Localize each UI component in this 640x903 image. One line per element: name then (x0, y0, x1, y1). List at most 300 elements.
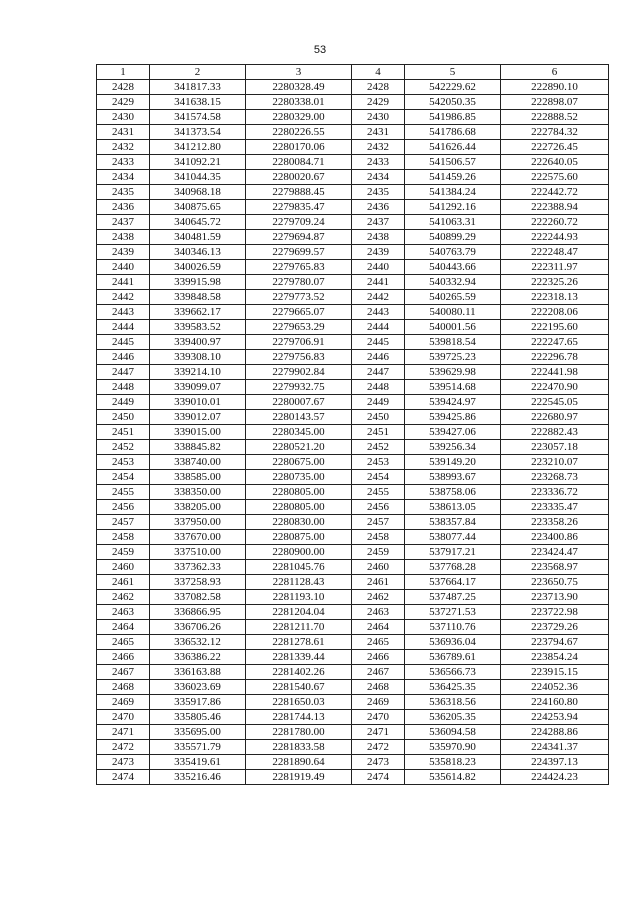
x-coordinate-cell: 541459.26 (405, 170, 501, 185)
y-coordinate-cell: 2281278.61 (246, 635, 352, 650)
point-number-cell: 2445 (352, 335, 405, 350)
y-coordinate-cell: 2281919.49 (246, 770, 352, 785)
x-coordinate-cell: 340968.18 (150, 185, 246, 200)
y-coordinate-cell: 2280226.55 (246, 125, 352, 140)
x-coordinate-cell: 335216.46 (150, 770, 246, 785)
x-coordinate-cell: 538758.06 (405, 485, 501, 500)
x-coordinate-cell: 536566.73 (405, 665, 501, 680)
x-coordinate-cell: 537917.21 (405, 545, 501, 560)
x-coordinate-cell: 338205.00 (150, 500, 246, 515)
y-coordinate-cell: 2281193.10 (246, 590, 352, 605)
x-coordinate-cell: 539425.86 (405, 410, 501, 425)
x-coordinate-cell: 539424.97 (405, 395, 501, 410)
point-number-cell: 2473 (97, 755, 150, 770)
point-number-cell: 2439 (352, 245, 405, 260)
y-coordinate-cell: 222248.47 (501, 245, 609, 260)
y-coordinate-cell: 223210.07 (501, 455, 609, 470)
table-row (97, 245, 609, 260)
y-coordinate-cell: 222882.43 (501, 425, 609, 440)
table-row (97, 230, 609, 245)
point-number-cell: 2430 (97, 110, 150, 125)
point-number-cell: 2468 (352, 680, 405, 695)
y-coordinate-cell: 2281128.43 (246, 575, 352, 590)
point-number-cell: 2447 (97, 365, 150, 380)
table-header-row (97, 65, 609, 80)
y-coordinate-cell: 2281780.00 (246, 725, 352, 740)
point-number-cell: 2470 (97, 710, 150, 725)
x-coordinate-cell: 540763.79 (405, 245, 501, 260)
point-number-cell: 2467 (352, 665, 405, 680)
x-coordinate-cell: 336532.12 (150, 635, 246, 650)
x-coordinate-cell: 338350.00 (150, 485, 246, 500)
y-coordinate-cell: 223794.67 (501, 635, 609, 650)
y-coordinate-cell: 223568.97 (501, 560, 609, 575)
table-row (97, 470, 609, 485)
y-coordinate-cell: 2280338.01 (246, 95, 352, 110)
y-coordinate-cell: 222260.72 (501, 215, 609, 230)
x-coordinate-cell: 341373.54 (150, 125, 246, 140)
y-coordinate-cell: 222680.97 (501, 410, 609, 425)
y-coordinate-cell: 2280875.00 (246, 530, 352, 545)
table-row (97, 590, 609, 605)
y-coordinate-cell: 2281890.64 (246, 755, 352, 770)
point-number-cell: 2466 (97, 650, 150, 665)
x-coordinate-cell: 539725.23 (405, 350, 501, 365)
x-coordinate-cell: 335695.00 (150, 725, 246, 740)
x-coordinate-cell: 339915.98 (150, 275, 246, 290)
y-coordinate-cell: 2280521.20 (246, 440, 352, 455)
point-number-cell: 2460 (352, 560, 405, 575)
point-number-cell: 2440 (352, 260, 405, 275)
y-coordinate-cell: 222388.94 (501, 200, 609, 215)
x-coordinate-cell: 341574.58 (150, 110, 246, 125)
table-row (97, 185, 609, 200)
column-header-3: 3 (246, 65, 352, 80)
y-coordinate-cell: 223336.72 (501, 485, 609, 500)
x-coordinate-cell: 538077.44 (405, 530, 501, 545)
point-number-cell: 2456 (97, 500, 150, 515)
table-row (97, 320, 609, 335)
x-coordinate-cell: 340645.72 (150, 215, 246, 230)
table-body (97, 80, 609, 785)
point-number-cell: 2464 (97, 620, 150, 635)
x-coordinate-cell: 341638.15 (150, 95, 246, 110)
point-number-cell: 2428 (97, 80, 150, 95)
point-number-cell: 2471 (97, 725, 150, 740)
y-coordinate-cell: 2281339.44 (246, 650, 352, 665)
y-coordinate-cell: 222888.52 (501, 110, 609, 125)
point-number-cell: 2463 (97, 605, 150, 620)
table-row (97, 410, 609, 425)
table-row (97, 605, 609, 620)
y-coordinate-cell: 2281650.03 (246, 695, 352, 710)
y-coordinate-cell: 222311.97 (501, 260, 609, 275)
point-number-cell: 2457 (97, 515, 150, 530)
y-coordinate-cell: 223057.18 (501, 440, 609, 455)
x-coordinate-cell: 537271.53 (405, 605, 501, 620)
table-row (97, 440, 609, 455)
table-row (97, 695, 609, 710)
y-coordinate-cell: 2280900.00 (246, 545, 352, 560)
point-number-cell: 2452 (97, 440, 150, 455)
x-coordinate-cell: 336866.95 (150, 605, 246, 620)
x-coordinate-cell: 337258.93 (150, 575, 246, 590)
y-coordinate-cell: 2279902.84 (246, 365, 352, 380)
point-number-cell: 2456 (352, 500, 405, 515)
y-coordinate-cell: 222898.07 (501, 95, 609, 110)
x-coordinate-cell: 541292.16 (405, 200, 501, 215)
point-number-cell: 2429 (97, 95, 150, 110)
point-number-cell: 2435 (352, 185, 405, 200)
table-row (97, 650, 609, 665)
x-coordinate-cell: 535614.82 (405, 770, 501, 785)
x-coordinate-cell: 540080.11 (405, 305, 501, 320)
y-coordinate-cell: 222890.10 (501, 80, 609, 95)
point-number-cell: 2443 (352, 305, 405, 320)
y-coordinate-cell: 2279694.87 (246, 230, 352, 245)
x-coordinate-cell: 541063.31 (405, 215, 501, 230)
column-header-6: 6 (501, 65, 609, 80)
point-number-cell: 2459 (352, 545, 405, 560)
y-coordinate-cell: 2281833.58 (246, 740, 352, 755)
x-coordinate-cell: 339848.58 (150, 290, 246, 305)
page-number: 53 (313, 44, 327, 56)
x-coordinate-cell: 539514.68 (405, 380, 501, 395)
x-coordinate-cell: 540899.29 (405, 230, 501, 245)
y-coordinate-cell: 2279765.83 (246, 260, 352, 275)
point-number-cell: 2474 (97, 770, 150, 785)
point-number-cell: 2432 (352, 140, 405, 155)
x-coordinate-cell: 340875.65 (150, 200, 246, 215)
x-coordinate-cell: 335805.46 (150, 710, 246, 725)
point-number-cell: 2469 (352, 695, 405, 710)
point-number-cell: 2446 (97, 350, 150, 365)
table-row (97, 770, 609, 785)
point-number-cell: 2465 (97, 635, 150, 650)
x-coordinate-cell: 340481.59 (150, 230, 246, 245)
y-coordinate-cell: 2279888.45 (246, 185, 352, 200)
table-row (97, 305, 609, 320)
table-row (97, 350, 609, 365)
y-coordinate-cell: 222208.06 (501, 305, 609, 320)
y-coordinate-cell: 223713.90 (501, 590, 609, 605)
x-coordinate-cell: 339583.52 (150, 320, 246, 335)
y-coordinate-cell: 2280830.00 (246, 515, 352, 530)
point-number-cell: 2448 (352, 380, 405, 395)
x-coordinate-cell: 341092.21 (150, 155, 246, 170)
point-number-cell: 2457 (352, 515, 405, 530)
y-coordinate-cell: 223358.26 (501, 515, 609, 530)
y-coordinate-cell: 222442.72 (501, 185, 609, 200)
point-number-cell: 2439 (97, 245, 150, 260)
x-coordinate-cell: 339214.10 (150, 365, 246, 380)
table-row (97, 275, 609, 290)
y-coordinate-cell: 223400.86 (501, 530, 609, 545)
x-coordinate-cell: 537664.17 (405, 575, 501, 590)
x-coordinate-cell: 542229.62 (405, 80, 501, 95)
y-coordinate-cell: 2280143.57 (246, 410, 352, 425)
point-number-cell: 2445 (97, 335, 150, 350)
y-coordinate-cell: 223424.47 (501, 545, 609, 560)
point-number-cell: 2469 (97, 695, 150, 710)
y-coordinate-cell: 2280329.00 (246, 110, 352, 125)
column-header-5: 5 (405, 65, 501, 80)
y-coordinate-cell: 223915.15 (501, 665, 609, 680)
x-coordinate-cell: 541986.85 (405, 110, 501, 125)
y-coordinate-cell: 2279665.07 (246, 305, 352, 320)
table-row (97, 575, 609, 590)
point-number-cell: 2434 (97, 170, 150, 185)
point-number-cell: 2440 (97, 260, 150, 275)
x-coordinate-cell: 339099.07 (150, 380, 246, 395)
y-coordinate-cell: 2280345.00 (246, 425, 352, 440)
x-coordinate-cell: 337670.00 (150, 530, 246, 545)
x-coordinate-cell: 337082.58 (150, 590, 246, 605)
point-number-cell: 2455 (97, 485, 150, 500)
point-number-cell: 2453 (97, 455, 150, 470)
column-header-2: 2 (150, 65, 246, 80)
y-coordinate-cell: 2279709.24 (246, 215, 352, 230)
x-coordinate-cell: 339010.01 (150, 395, 246, 410)
y-coordinate-cell: 2280084.71 (246, 155, 352, 170)
y-coordinate-cell: 2279773.52 (246, 290, 352, 305)
column-header-4: 4 (352, 65, 405, 80)
y-coordinate-cell: 223729.26 (501, 620, 609, 635)
point-number-cell: 2443 (97, 305, 150, 320)
point-number-cell: 2432 (97, 140, 150, 155)
x-coordinate-cell: 538357.84 (405, 515, 501, 530)
y-coordinate-cell: 222575.60 (501, 170, 609, 185)
y-coordinate-cell: 2279756.83 (246, 350, 352, 365)
y-coordinate-cell: 2280805.00 (246, 485, 352, 500)
table-row (97, 125, 609, 140)
y-coordinate-cell: 2279706.91 (246, 335, 352, 350)
point-number-cell: 2470 (352, 710, 405, 725)
y-coordinate-cell: 224424.23 (501, 770, 609, 785)
x-coordinate-cell: 339662.17 (150, 305, 246, 320)
point-number-cell: 2460 (97, 560, 150, 575)
point-number-cell: 2444 (352, 320, 405, 335)
y-coordinate-cell: 223335.47 (501, 500, 609, 515)
y-coordinate-cell: 223854.24 (501, 650, 609, 665)
x-coordinate-cell: 536205.35 (405, 710, 501, 725)
point-number-cell: 2462 (352, 590, 405, 605)
table-row (97, 290, 609, 305)
table-row (97, 200, 609, 215)
x-coordinate-cell: 538613.05 (405, 500, 501, 515)
y-coordinate-cell: 2280007.67 (246, 395, 352, 410)
point-number-cell: 2435 (97, 185, 150, 200)
table-row (97, 335, 609, 350)
table-row (97, 425, 609, 440)
table-row (97, 260, 609, 275)
x-coordinate-cell: 539818.54 (405, 335, 501, 350)
y-coordinate-cell: 2279932.75 (246, 380, 352, 395)
table-row (97, 620, 609, 635)
y-coordinate-cell: 224052.36 (501, 680, 609, 695)
point-number-cell: 2468 (97, 680, 150, 695)
table-row (97, 455, 609, 470)
x-coordinate-cell: 335917.86 (150, 695, 246, 710)
point-number-cell: 2431 (97, 125, 150, 140)
point-number-cell: 2442 (97, 290, 150, 305)
point-number-cell: 2442 (352, 290, 405, 305)
point-number-cell: 2452 (352, 440, 405, 455)
x-coordinate-cell: 337362.33 (150, 560, 246, 575)
table-row (97, 545, 609, 560)
point-number-cell: 2451 (352, 425, 405, 440)
table-row (97, 725, 609, 740)
y-coordinate-cell: 223268.73 (501, 470, 609, 485)
x-coordinate-cell: 339400.97 (150, 335, 246, 350)
y-coordinate-cell: 2280020.67 (246, 170, 352, 185)
y-coordinate-cell: 222441.98 (501, 365, 609, 380)
y-coordinate-cell: 2281045.76 (246, 560, 352, 575)
table-row (97, 680, 609, 695)
y-coordinate-cell: 222244.93 (501, 230, 609, 245)
y-coordinate-cell: 2280170.06 (246, 140, 352, 155)
y-coordinate-cell: 222726.45 (501, 140, 609, 155)
table-row (97, 515, 609, 530)
y-coordinate-cell: 224288.86 (501, 725, 609, 740)
point-number-cell: 2437 (352, 215, 405, 230)
point-number-cell: 2463 (352, 605, 405, 620)
x-coordinate-cell: 335419.61 (150, 755, 246, 770)
point-number-cell: 2447 (352, 365, 405, 380)
x-coordinate-cell: 336386.22 (150, 650, 246, 665)
point-number-cell: 2466 (352, 650, 405, 665)
x-coordinate-cell: 341212.80 (150, 140, 246, 155)
x-coordinate-cell: 341817.33 (150, 80, 246, 95)
x-coordinate-cell: 340346.13 (150, 245, 246, 260)
x-coordinate-cell: 539149.20 (405, 455, 501, 470)
table-row (97, 635, 609, 650)
y-coordinate-cell: 222784.32 (501, 125, 609, 140)
x-coordinate-cell: 537768.28 (405, 560, 501, 575)
point-number-cell: 2454 (352, 470, 405, 485)
point-number-cell: 2459 (97, 545, 150, 560)
x-coordinate-cell: 541506.57 (405, 155, 501, 170)
table-row (97, 500, 609, 515)
point-number-cell: 2451 (97, 425, 150, 440)
point-number-cell: 2455 (352, 485, 405, 500)
y-coordinate-cell: 222640.05 (501, 155, 609, 170)
y-coordinate-cell: 222195.60 (501, 320, 609, 335)
x-coordinate-cell: 538993.67 (405, 470, 501, 485)
point-number-cell: 2464 (352, 620, 405, 635)
point-number-cell: 2430 (352, 110, 405, 125)
y-coordinate-cell: 2281540.67 (246, 680, 352, 695)
point-number-cell: 2441 (352, 275, 405, 290)
table-row (97, 155, 609, 170)
y-coordinate-cell: 2279653.29 (246, 320, 352, 335)
y-coordinate-cell: 2281204.04 (246, 605, 352, 620)
point-number-cell: 2449 (97, 395, 150, 410)
point-number-cell: 2453 (352, 455, 405, 470)
x-coordinate-cell: 541384.24 (405, 185, 501, 200)
point-number-cell: 2458 (352, 530, 405, 545)
y-coordinate-cell: 2279699.57 (246, 245, 352, 260)
point-number-cell: 2462 (97, 590, 150, 605)
point-number-cell: 2433 (97, 155, 150, 170)
point-number-cell: 2436 (352, 200, 405, 215)
x-coordinate-cell: 341044.35 (150, 170, 246, 185)
table-row (97, 755, 609, 770)
point-number-cell: 2446 (352, 350, 405, 365)
table-row (97, 485, 609, 500)
x-coordinate-cell: 539256.34 (405, 440, 501, 455)
point-number-cell: 2431 (352, 125, 405, 140)
y-coordinate-cell: 222318.13 (501, 290, 609, 305)
x-coordinate-cell: 541626.44 (405, 140, 501, 155)
x-coordinate-cell: 536425.35 (405, 680, 501, 695)
table-row (97, 170, 609, 185)
table-row (97, 95, 609, 110)
point-number-cell: 2444 (97, 320, 150, 335)
x-coordinate-cell: 338585.00 (150, 470, 246, 485)
x-coordinate-cell: 539427.06 (405, 425, 501, 440)
point-number-cell: 2472 (352, 740, 405, 755)
point-number-cell: 2461 (97, 575, 150, 590)
point-number-cell: 2467 (97, 665, 150, 680)
table-row (97, 395, 609, 410)
point-number-cell: 2472 (97, 740, 150, 755)
x-coordinate-cell: 535818.23 (405, 755, 501, 770)
x-coordinate-cell: 336706.26 (150, 620, 246, 635)
y-coordinate-cell: 222325.26 (501, 275, 609, 290)
point-number-cell: 2429 (352, 95, 405, 110)
y-coordinate-cell: 224397.13 (501, 755, 609, 770)
x-coordinate-cell: 542050.35 (405, 95, 501, 110)
x-coordinate-cell: 535970.90 (405, 740, 501, 755)
point-number-cell: 2436 (97, 200, 150, 215)
x-coordinate-cell: 536318.56 (405, 695, 501, 710)
y-coordinate-cell: 2279835.47 (246, 200, 352, 215)
point-number-cell: 2428 (352, 80, 405, 95)
point-number-cell: 2438 (352, 230, 405, 245)
point-number-cell: 2458 (97, 530, 150, 545)
x-coordinate-cell: 541786.68 (405, 125, 501, 140)
y-coordinate-cell: 223722.98 (501, 605, 609, 620)
point-number-cell: 2441 (97, 275, 150, 290)
x-coordinate-cell: 339015.00 (150, 425, 246, 440)
y-coordinate-cell: 2280328.49 (246, 80, 352, 95)
x-coordinate-cell: 536094.58 (405, 725, 501, 740)
coordinates-table (96, 64, 609, 785)
x-coordinate-cell: 537487.25 (405, 590, 501, 605)
x-coordinate-cell: 337950.00 (150, 515, 246, 530)
y-coordinate-cell: 222296.78 (501, 350, 609, 365)
y-coordinate-cell: 2280805.00 (246, 500, 352, 515)
point-number-cell: 2461 (352, 575, 405, 590)
table-row (97, 560, 609, 575)
y-coordinate-cell: 2281402.26 (246, 665, 352, 680)
table-row (97, 80, 609, 95)
table-row (97, 110, 609, 125)
y-coordinate-cell: 222545.05 (501, 395, 609, 410)
table-row (97, 740, 609, 755)
table-row (97, 380, 609, 395)
y-coordinate-cell: 2281211.70 (246, 620, 352, 635)
point-number-cell: 2437 (97, 215, 150, 230)
x-coordinate-cell: 340026.59 (150, 260, 246, 275)
point-number-cell: 2465 (352, 635, 405, 650)
x-coordinate-cell: 536936.04 (405, 635, 501, 650)
x-coordinate-cell: 540443.66 (405, 260, 501, 275)
y-coordinate-cell: 224253.94 (501, 710, 609, 725)
table-row (97, 665, 609, 680)
x-coordinate-cell: 338845.82 (150, 440, 246, 455)
